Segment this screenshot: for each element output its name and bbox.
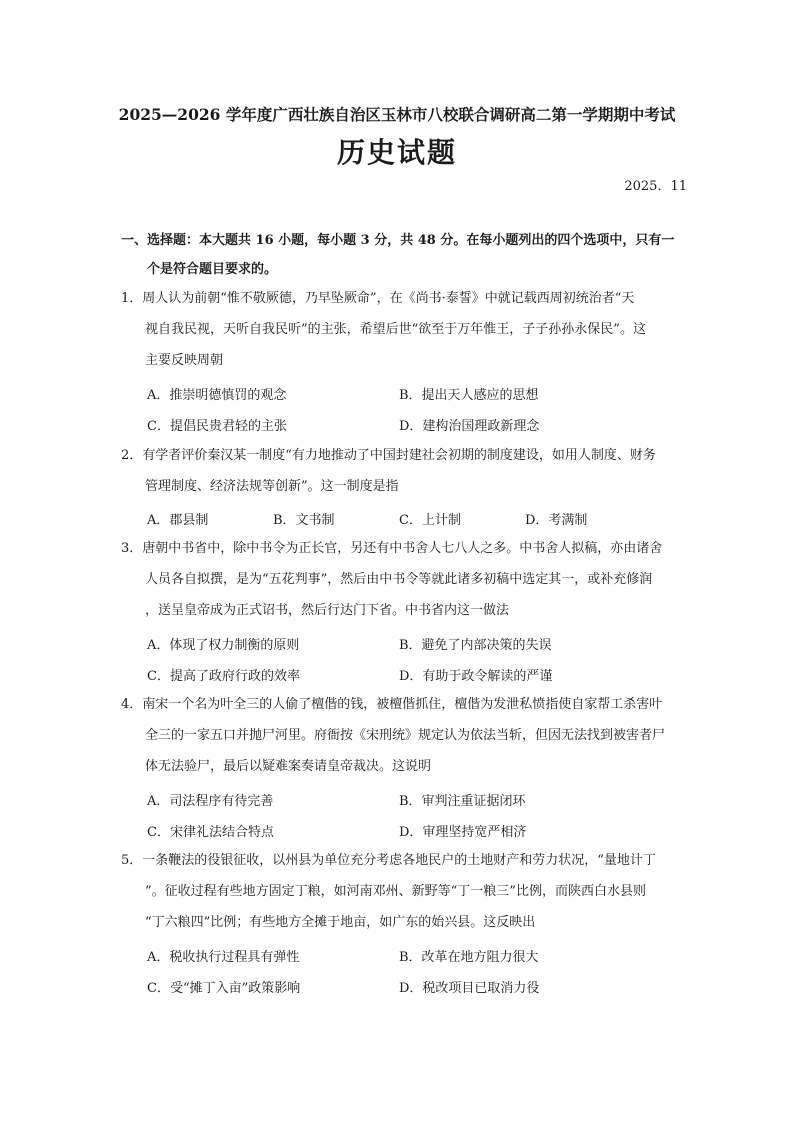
- option-c: C．提高了政府行政的效率: [147, 669, 300, 684]
- question-line: 管理制度、经济法规等创新”。这一制度是指: [145, 479, 399, 494]
- option-a: A．推崇明德慎罚的观念: [147, 388, 287, 403]
- question-line: 2．有学者评价秦汉某一制度“有力地推动了中国封建社会初期的制度建设，如用人制度、财务: [121, 448, 656, 463]
- option-b: B．避免了内部决策的失误: [399, 638, 552, 653]
- question-line: 体无法验尸，最后以疑难案奏请皇帝裁决。这说明: [145, 759, 432, 774]
- subject-title: 历史试题: [336, 136, 457, 169]
- question-line: 3．唐朝中书省中，除中书令为正长官，另还有中书舍人七八人之多。中书舍人拟稿，亦由诸舍: [121, 541, 663, 556]
- question-line: 视自我民视，天听自我民听”的主张，希望后世“欲至于万年惟王，子子孙孙永保民”。这: [145, 322, 646, 337]
- option-b: B．改革在地方阻力很大: [399, 950, 539, 965]
- question-2: [121, 440, 681, 502]
- question-4: [121, 689, 681, 782]
- question-line: ，送呈皇帝成为正式诏书，然后行达门下省。中书省内这一做法: [145, 603, 510, 618]
- question-1: [121, 283, 681, 376]
- question-line: 5．一条鞭法的役银征收，以州县为单位充分考虑各地民户的土地财产和劳力状况，“量地计丁: [121, 853, 656, 868]
- section-heading-line-1: 一、选择题：本大题共 16 小题，每小题 3 分，共 48 分。在每小题列出的四个选项中，只有一: [121, 233, 675, 248]
- option-d: D．有助于政令解读的严谨: [399, 669, 553, 684]
- question-line: ”。征收过程有些地方固定丁粮，如河南邓州、新野等“丁一粮三”比例，而陕西白水县则: [145, 884, 646, 899]
- question-5: [121, 845, 681, 938]
- option-b: B．提出天人感应的思想: [399, 388, 539, 403]
- option-c: C．宋律礼法结合特点: [147, 825, 274, 840]
- exam-title: 2025—2026 学年度广西壮族自治区玉林市八校联合调研高二第一学期期中考试: [118, 105, 676, 124]
- option-b: B．文书制: [273, 513, 335, 528]
- option-a: A．体现了权力制衡的原则: [147, 638, 300, 653]
- question-line: 主要反映周朝: [145, 353, 224, 368]
- question-line: “丁六粮四”比例；有些地方全摊于地亩，如广东的始兴县。这反映出: [145, 915, 536, 930]
- option-d: D．税改项目已取消力役: [399, 981, 540, 996]
- option-d: D．审理坚持宽严相济: [399, 825, 527, 840]
- question-line: 全三的一家五口并抛尸河里。府衙按《宋刑统》规定认为依法当斩，但因无法找到被害者尸: [145, 728, 666, 743]
- option-a: A．郡县制: [147, 513, 209, 528]
- option-d: D．建构治国理政新理念: [399, 419, 540, 434]
- exam-date: 2025．11: [624, 179, 687, 194]
- option-a: A．税收执行过程具有弹性: [147, 950, 300, 965]
- section-heading: [121, 226, 681, 284]
- question-line: 1．周人认为前朝“惟不敬厥德，乃早坠厥命”，在《尚书·泰誓》中就记载西周初统治者“天: [121, 291, 635, 306]
- option-c: C．上计制: [399, 513, 461, 528]
- option-c: C．受“摊丁入亩”政策影响: [147, 981, 301, 996]
- question-3: [121, 533, 681, 626]
- question-line: 4．南宋一个名为叶全三的人偷了檀偕的钱，被檀偕抓住，檀偕为发泄私愤指使自家帮工杀害叶: [121, 697, 663, 712]
- option-b: B．审判注重证据闭环: [399, 794, 526, 809]
- option-a: A．司法程序有待完善: [147, 794, 274, 809]
- option-c: C．提倡民贵君轻的主张: [147, 419, 287, 434]
- section-heading-line-2: 个是符合题目要求的。: [147, 262, 278, 277]
- question-line: 人员各自拟撰，是为“五花判事”，然后由中书令等就此诸多初稿中选定其一，或补充修润: [145, 572, 653, 587]
- option-d: D．考满制: [525, 513, 588, 528]
